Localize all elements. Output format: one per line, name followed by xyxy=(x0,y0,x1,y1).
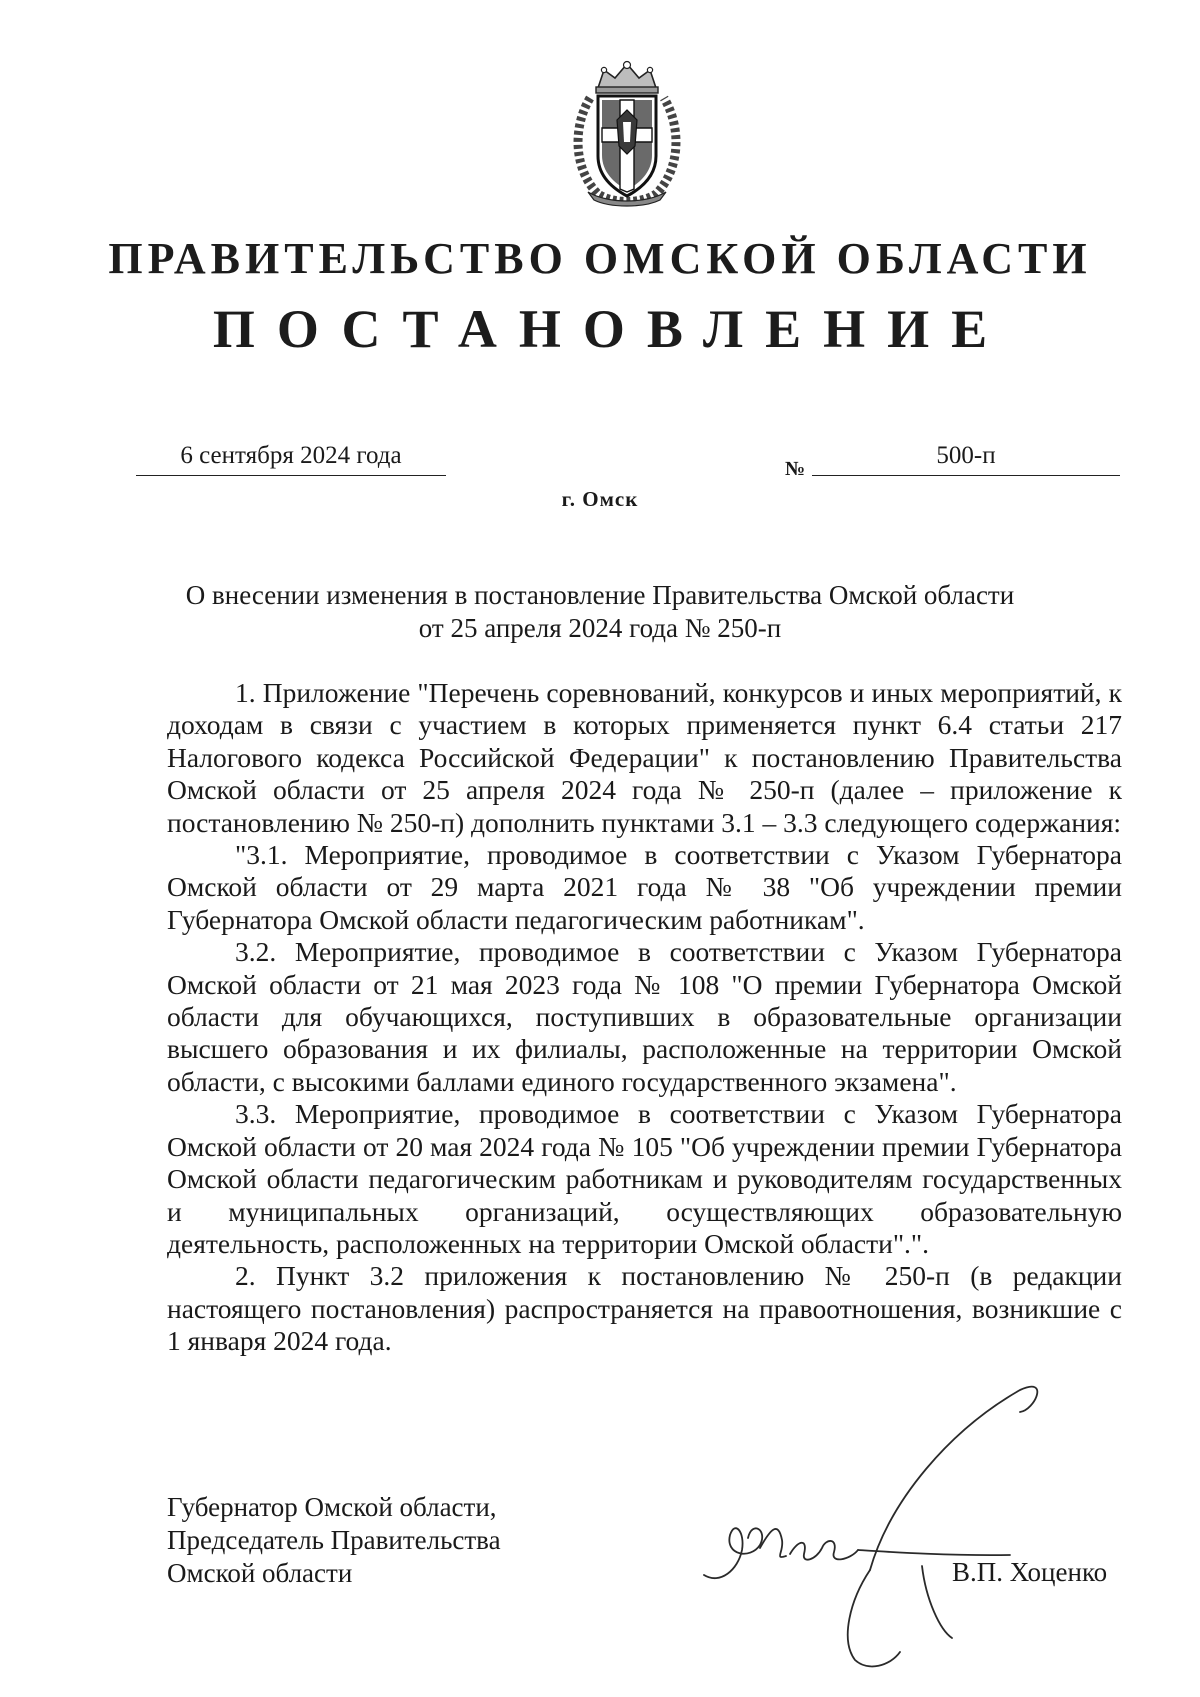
signer-position-line: Омской области xyxy=(167,1558,353,1588)
body-paragraph: 2. Пункт 3.2 приложения к постановлению № 250-п (в редакции настоящего постановления) распространяется на правоотношения, возникшие с 1 января 2024 года. xyxy=(167,1260,1122,1357)
organization-title: ПРАВИТЕЛЬСТВО ОМСКОЙ ОБЛАСТИ xyxy=(108,234,1092,283)
document-subject xyxy=(100,579,1100,645)
document-type-title: ПОСТАНОВЛЕНИЕ xyxy=(212,299,1010,359)
signer-position-line: Губернатор Омской области, xyxy=(167,1492,497,1522)
handwritten-signature-icon xyxy=(690,1370,1130,1670)
signer-name: В.П. Хоценко xyxy=(952,1557,1108,1587)
body-paragraph: 1. Приложение "Перечень соревнований, конкурсов и иных мероприятий, к доходам в связи с участием в которых применяется пункт 6.4 статьи 217 Налогового кодекса Российской Федерации" к постановлению Правительства Омской области от 25 апреля 2024 года № 250-п (далее – приложение к постановлению № 250-п) дополнить пунктами 3.1 – 3.3 следующего содержания: xyxy=(167,677,1122,838)
document-body xyxy=(167,677,1122,1358)
signer-position-line: Председатель Правительства xyxy=(167,1525,501,1555)
body-paragraph: "3.1. Мероприятие, проводимое в соответствии с Указом Губернатора Омской области от 29 марта 2021 года № 38 "Об учреждении премии Губернатора Омской области педагогическим работникам". xyxy=(167,839,1122,935)
subject-line: от 25 апреля 2024 года № 250-п xyxy=(418,613,782,643)
signer-position xyxy=(167,1491,501,1590)
document-city: г. Омск xyxy=(561,487,639,511)
document-date: 6 сентября 2024 года xyxy=(136,443,446,476)
omsk-oblast-coat-of-arms-icon xyxy=(568,58,686,208)
subject-line: О внесении изменения в постановление Правительства Омской области xyxy=(185,580,1015,610)
body-paragraph: 3.2. Мероприятие, проводимое в соответствии с Указом Губернатора Омской области от 21 мая 2023 года № 108 "О премии Губернатора Омской области для обучающихся, поступивших в образовательные организации высшего образования и их филиалы, расположенные на территории Омской области, с высокими баллами единого государственного экзамена". xyxy=(167,936,1122,1097)
document-number: 500-п xyxy=(812,443,1120,476)
number-sign: № xyxy=(785,458,806,480)
body-paragraph: 3.3. Мероприятие, проводимое в соответствии с Указом Губернатора Омской области от 20 мая 2024 года № 105 "Об учреждении премии Губернатора Омской области педагогическим работникам и руководителям государственных и муниципальных организаций, осуществляющих образовательную деятельность, расположенных на территории Омской области".". xyxy=(167,1098,1122,1259)
